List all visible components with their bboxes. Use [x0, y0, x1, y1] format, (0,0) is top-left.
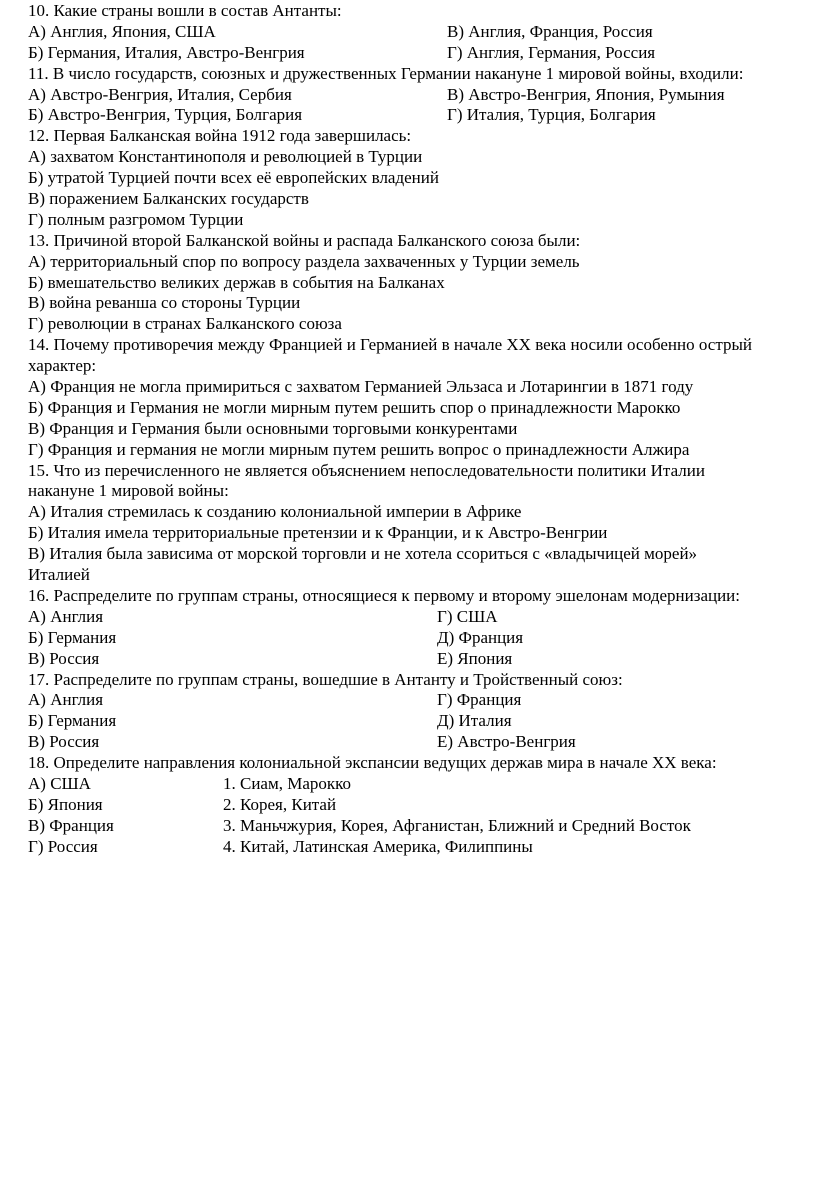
question-text-continued: характер:	[28, 356, 97, 376]
option-a: А) Англия	[28, 690, 104, 710]
answer-row	[28, 732, 813, 753]
answer-row	[28, 690, 813, 711]
document-page	[28, 0, 813, 858]
question-text: 16. Распределите по группам страны, относящиеся к первому и второму эшелонам модернизации:	[28, 585, 741, 605]
match-left: Г) Россия	[28, 836, 98, 856]
option-v: В) Италия была зависима от морской торговли и не хотела ссориться с «владычицей морей»	[28, 544, 698, 564]
match-right: 1. Сиам, Марокко	[223, 773, 352, 793]
question-18	[28, 753, 813, 774]
option-b: Б) Франция и Германия не могли мирным путем решить спор о принадлежности Марокко	[28, 397, 681, 417]
option-g: Г) Франция и германия не могли мирным путем решить вопрос о принадлежности Алжира	[28, 439, 690, 459]
answer-row	[28, 43, 813, 64]
match-row	[28, 816, 813, 837]
question-17	[28, 670, 813, 691]
option-e: Е) Австро-Венгрия	[437, 732, 576, 752]
option-a: А) Англия, Япония, США	[28, 21, 216, 41]
option-d: Д) Франция	[437, 627, 524, 647]
question-text: 11. В число государств, союзных и дружественных Германии накануне 1 мировой войны, входили:	[28, 63, 744, 83]
option-v-continued: Италией	[28, 565, 90, 585]
option-v: В) Англия, Франция, Россия	[447, 21, 653, 41]
option-g: Г) Франция	[437, 690, 522, 710]
answer-row	[28, 607, 813, 628]
question-text: 13. Причиной второй Балканской войны и распада Балканского союза были:	[28, 230, 581, 250]
option-g: Г) Италия, Турция, Болгария	[447, 105, 656, 125]
question-text: 14. Почему противоречия между Францией и Германией в начале XX века носили особенно острый	[28, 335, 752, 355]
option-b: Б) Германия	[28, 627, 117, 647]
option-e: Е) Япония	[437, 648, 513, 668]
option-a: А) Англия	[28, 606, 104, 626]
match-row	[28, 795, 813, 816]
option-v: В) Россия	[28, 648, 100, 668]
option-d: Д) Италия	[437, 711, 512, 731]
question-16	[28, 586, 813, 607]
option-v: В) поражением Балканских государств	[28, 189, 309, 209]
option-a: А) Италия стремилась к созданию колониальной империи в Африке	[28, 502, 522, 522]
question-11	[28, 64, 813, 85]
match-right: 4. Китай, Латинская Америка, Филиппины	[223, 836, 533, 856]
question-15	[28, 461, 813, 482]
match-left: Б) Япония	[28, 794, 103, 814]
option-v: В) Франция и Германия были основными торговыми конкурентами	[28, 418, 518, 438]
question-14	[28, 335, 813, 356]
option-a: А) Франция не могла примириться с захватом Германией Эльзаса и Лотарингии в 1871 году	[28, 377, 694, 397]
option-b: Б) Германия	[28, 711, 117, 731]
option-b: Б) Италия имела территориальные претензии и к Франции, и к Австро-Венгрии	[28, 523, 608, 543]
option-b: Б) Австро-Венгрия, Турция, Болгария	[28, 105, 303, 125]
match-right: 2. Корея, Китай	[223, 794, 337, 814]
match-row	[28, 774, 813, 795]
answer-row	[28, 105, 813, 126]
answer-row	[28, 628, 813, 649]
match-left: А) США	[28, 773, 91, 793]
option-a: А) захватом Константинополя и революцией в Турции	[28, 147, 423, 167]
question-13	[28, 231, 813, 252]
question-text: 15. Что из перечисленного не является объяснением непоследовательности политики Италии	[28, 460, 705, 480]
question-text: 12. Первая Балканская война 1912 года завершилась:	[28, 126, 412, 146]
option-v: В) война реванша со стороны Турции	[28, 293, 301, 313]
question-text: 18. Определите направления колониальной экспансии ведущих держав мира в начале XX века:	[28, 753, 717, 773]
question-10	[28, 1, 813, 22]
answer-row	[28, 22, 813, 43]
answer-row	[28, 649, 813, 670]
answer-row	[28, 85, 813, 106]
question-text: 17. Распределите по группам страны, вошедшие в Антанту и Тройственный союз:	[28, 669, 623, 689]
option-b: Б) вмешательство великих держав в события на Балканах	[28, 272, 445, 292]
answer-row	[28, 711, 813, 732]
option-v: В) Австро-Венгрия, Япония, Румыния	[447, 84, 725, 104]
question-text-continued: накануне 1 мировой войны:	[28, 481, 229, 501]
option-g: Г) Англия, Германия, Россия	[447, 42, 656, 62]
option-g: Г) революции в странах Балканского союза	[28, 314, 342, 334]
match-left: В) Франция	[28, 815, 114, 835]
match-right: 3. Маньчжурия, Корея, Афганистан, Ближний и Средний Восток	[223, 815, 691, 835]
question-text: 10. Какие страны вошли в состав Антанты:	[28, 1, 342, 20]
option-g: Г) США	[437, 606, 498, 626]
option-b: Б) утратой Турцией почти всех её европейских владений	[28, 168, 439, 188]
option-g: Г) полным разгромом Турции	[28, 209, 244, 229]
option-a: А) территориальный спор по вопросу раздела захваченных у Турции земель	[28, 251, 580, 271]
question-12	[28, 126, 813, 147]
option-a: А) Австро-Венгрия, Италия, Сербия	[28, 84, 292, 104]
match-row	[28, 837, 813, 858]
option-v: В) Россия	[28, 732, 100, 752]
option-b: Б) Германия, Италия, Австро-Венгрия	[28, 42, 305, 62]
